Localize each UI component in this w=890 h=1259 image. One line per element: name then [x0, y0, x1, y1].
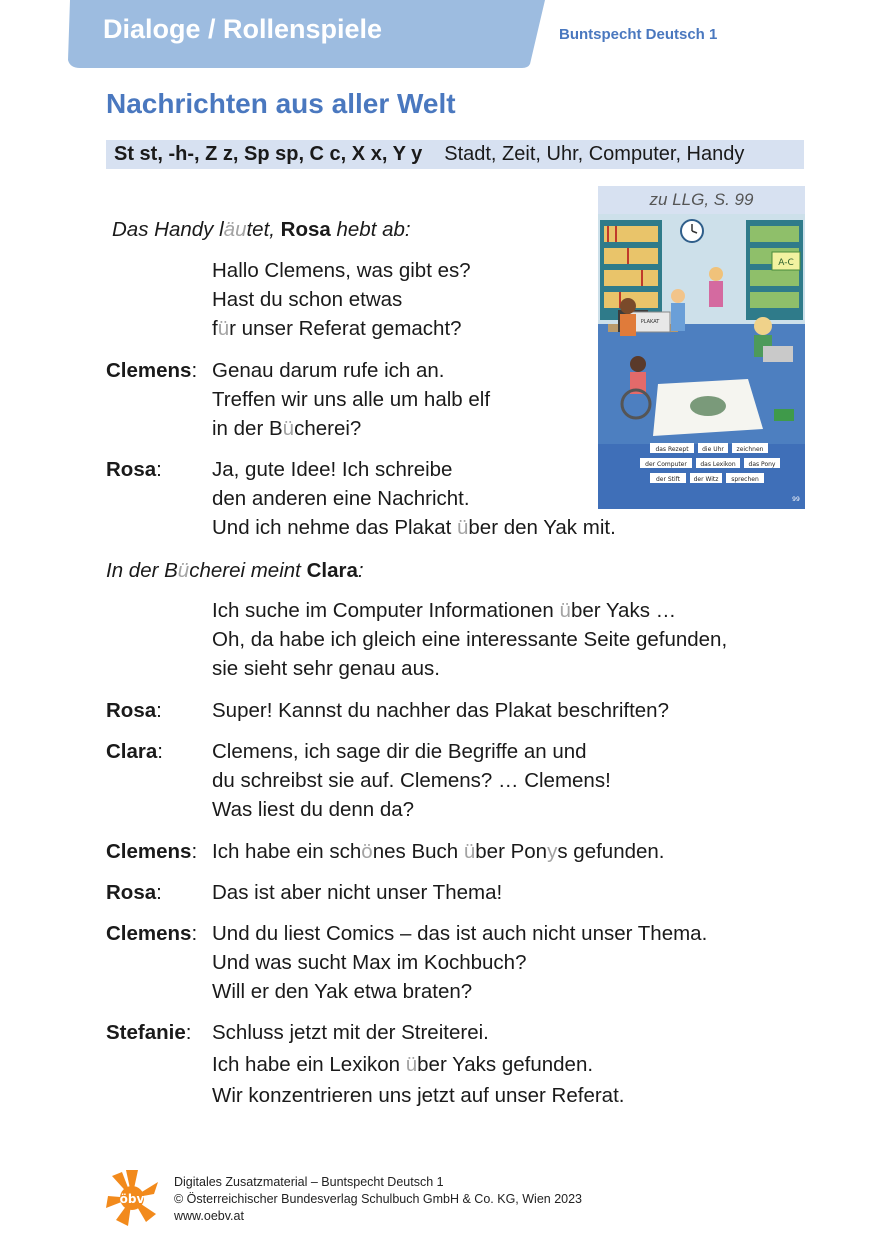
shelf-label: A-C [778, 258, 794, 268]
word-card: der Stift [655, 476, 681, 483]
topic-letters: St st, -h-, Z z, Sp sp, C c, X x, Y y [114, 143, 423, 165]
dialogue-line: Ich habe ein schönes Buch über Ponys gefunden. [212, 840, 665, 863]
dialogue-line: Hallo Clemens, was gibt es? [212, 259, 471, 282]
topic-bar [106, 140, 804, 169]
speaker-label: Clemens: [106, 922, 198, 945]
footer-link[interactable]: www.oebv.at [174, 1209, 244, 1223]
reference-label: zu LLG, S. 99 [598, 186, 805, 214]
speaker-label: Clemens: [106, 359, 198, 382]
word-card: das Rezept [655, 446, 689, 453]
dialogue-line: Was liest du denn da? [212, 798, 415, 821]
dialogue-line: Oh, da habe ich gleich eine interessante Seite gefunden, [212, 628, 728, 651]
dialogue-line: Super! Kannst du nachher das Plakat beschriften? [212, 699, 669, 722]
stage-direction: Das Handy läutet, Rosa hebt ab: [112, 218, 411, 241]
dialogue-line: Und ich nehme das Plakat über den Yak mit. [212, 516, 616, 539]
brand-label: Buntspecht Deutsch 1 [559, 26, 718, 43]
poster-label: PLAKAT [640, 319, 660, 325]
footer-line: © Österreichischer Bundesverlag Schulbuch GmbH & Co. KG, Wien 2023 [174, 1192, 583, 1206]
dialogue-line: Will er den Yak etwa braten? [212, 980, 473, 1003]
dialogue-line: Ich habe ein Lexikon über Yaks gefunden. [212, 1053, 594, 1076]
speaker-label: Stefanie: [106, 1021, 192, 1044]
dialogue-line: Ich suche im Computer Informationen über Yaks … [212, 599, 677, 622]
dialogue-line: Und was sucht Max im Kochbuch? [212, 951, 527, 974]
dialogue-line: in der Bücherei? [212, 417, 362, 440]
word-card: das Lexikon [700, 461, 736, 468]
speaker-label: Clemens: [106, 840, 198, 863]
dialogue-line: für unser Referat gemacht? [212, 317, 462, 340]
dialogue-line: Und du liest Comics – das ist auch nicht unser Thema. [212, 922, 708, 945]
speaker-label: Rosa: [106, 699, 162, 722]
dialogue-line: sie sieht sehr genau aus. [212, 657, 440, 680]
dialogue-line: Clemens, ich sage dir die Begriffe an und [212, 740, 587, 763]
dialogue-line: Ja, gute Idee! Ich schreibe [212, 458, 453, 481]
dialogue-line: Das ist aber nicht unser Thema! [212, 881, 503, 904]
word-card: die Uhr [702, 446, 724, 453]
library-illustration [598, 214, 805, 509]
page-title: Nachrichten aus aller Welt [106, 88, 456, 119]
word-card: der Witz [693, 476, 719, 483]
logo-text: öbv [119, 1192, 145, 1206]
footer-line: Digitales Zusatzmaterial – Buntspecht Deutsch 1 [174, 1175, 444, 1189]
speaker-label: Rosa: [106, 881, 162, 904]
dialogue-line: Genau darum rufe ich an. [212, 359, 445, 382]
speaker-label: Clara: [106, 740, 163, 763]
dialogue-line: den anderen eine Nachricht. [212, 487, 470, 510]
dialogue-line: du schreibst sie auf. Clemens? … Clemens! [212, 769, 611, 792]
footer-text [174, 1174, 582, 1225]
illustration-page-number: 99 [792, 496, 800, 503]
word-card: zeichnen [736, 446, 764, 453]
publisher-logo [104, 1168, 160, 1228]
topic-words: Stadt, Zeit, Uhr, Computer, Handy [444, 143, 745, 165]
dialogue-line: Wir konzentrieren uns jetzt auf unser Referat. [212, 1084, 625, 1107]
dialogue-line: Hast du schon etwas [212, 288, 403, 311]
word-card: das Pony [748, 461, 776, 468]
word-card: sprechen [731, 476, 759, 483]
section-title: Dialoge / Rollenspiele [103, 14, 383, 44]
speaker-label: Rosa: [106, 458, 162, 481]
dialogue-line: Treffen wir uns alle um halb elf [212, 388, 491, 411]
dialogue-line: Schluss jetzt mit der Streiterei. [212, 1021, 489, 1044]
stage-direction: In der Bücherei meint Clara: [106, 559, 364, 582]
word-card: der Computer [645, 461, 687, 468]
